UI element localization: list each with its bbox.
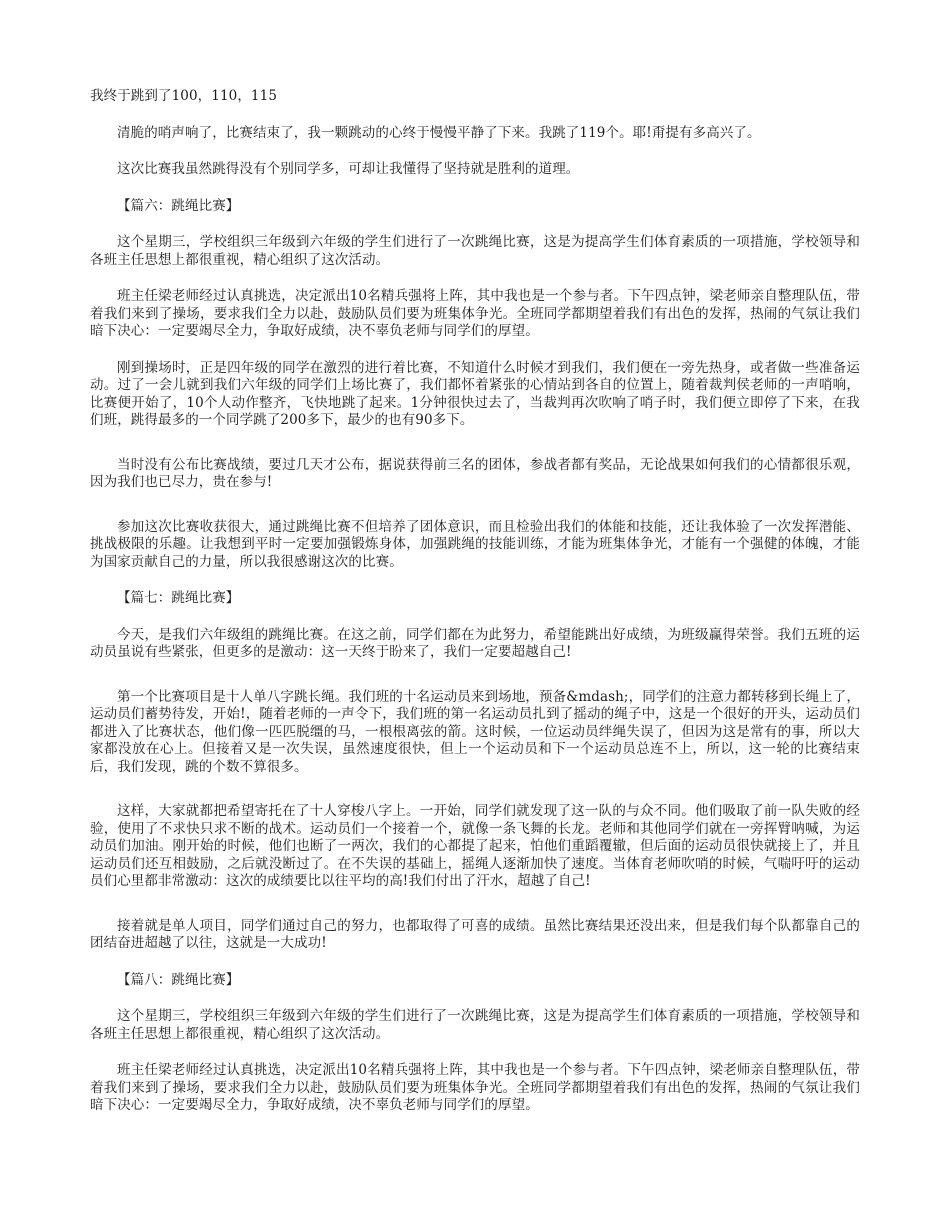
- section-heading-7: 【篇七：跳绳比赛】: [117, 590, 240, 606]
- section-heading-6: 【篇六：跳绳比赛】: [117, 197, 240, 214]
- paragraph-0: 我终于跳到了100，110，115: [90, 88, 278, 104]
- document-body: [90, 88, 860, 1134]
- paragraph-1: 清脆的哨声响了，比赛结束了，我一颗跳动的心终于慢慢平静了下来。我跳了119个。耶!甭提有多高兴了。: [117, 124, 761, 141]
- paragraph-13: 接着就是单人项目，同学们通过自己的努力，也都取得了可喜的成绩。虽然比赛结果还没出来，但是我们每个队都靠自己的团结奋进超越了以往，这就是一大成功!: [90, 917, 860, 951]
- paragraph-16: 班主任梁老师经过认真挑选，决定派出10名精兵强将上阵，其中我也是一个参与者。下午四点钟，梁老师亲自整理队伍，带着我们来到了操场，要求我们全力以赴，鼓励队员们要为班集体争光。全班同学都期望着我们有出色的发挥，热闹的气氛让我们暗下决心：一定要竭尽全力，争取好成绩，决不辜负老师与同学们的厚望。: [90, 1062, 860, 1113]
- paragraph-5: 班主任梁老师经过认真挑选，决定派出10名精兵强将上阵，其中我也是一个参与者。下午四点钟，梁老师亲自整理队伍，带着我们来到了操场，要求我们全力以赴，鼓励队员们要为班集体争光。全班同学都期望着我们有出色的发挥，热闹的气氛让我们暗下决心：一定要竭尽全力，争取好成绩，决不辜负老师与同学们的厚望。: [90, 288, 860, 339]
- paragraph-8: 参加这次比赛收获很大，通过跳绳比赛不但培养了团体意识，而且检验出我们的体能和技能，还让我体验了一次发挥潜能、挑战极限的乐趣。让我想到平时一定要加强锻炼身体，加强跳绳的技能训练，才能为班集体争光，才能有一个强健的体魄，才能为国家贡献自己的力量，所以我很感谢这次的比赛。: [90, 518, 860, 570]
- section-heading-8: 【篇八：跳绳比赛】: [117, 971, 240, 988]
- paragraph-12: 这样，大家就都把希望寄托在了十人穿梭八字上。一开始，同学们就发现了这一队的与众不同。他们吸取了前一队失败的经验，使用了不求快只求不断的战术。运动员们一个接着一个，就像一条飞舞的长龙。老师和其他同学们就在一旁挥臂呐喊，为运动员们加油。刚开始的时候，他们也断了一两次，我们的心都提了起来，怕他们重蹈覆辙，但后面的运动员很快就接上了，并且运动员们还互相鼓励，之后就没断过了。在不失误的基础上，摇绳人逐渐加快了速度。当体育老师吹哨的时候，气喘吁吁的运动员们心里都非常激动：这次的成绩要比以往平均的高!我们付出了汗水，超越了自己!: [90, 803, 860, 889]
- paragraph-11: 第一个比赛项目是十人单八字跳长绳。我们班的十名运动员来到场地，预备&mdash;，同学们的注意力都转移到长绳上了，运动员们蓄势待发，开始!，随着老师的一声令下，我们班的第一名运动员扎到了摇动的绳子中，这是一个很好的开头，运动员们都进入了比赛状态，他们像一匹匹脱缰的马，一根根离弦的箭。这时候，一位运动员绊绳失误了，但因为这是常有的事，所以大家都没放在心上。但接着又是一次失误，虽然速度很快，但上一个运动员和下一个运动员总连不上，所以，这一轮的比赛结束后，我们发现，跳的个数不算很多。: [90, 688, 860, 775]
- paragraph-7: 当时没有公布比赛战绩，要过几天才公布，据说获得前三名的团体，参战者都有奖品，无论战果如何我们的心情都很乐观，因为我们也已尽力，贵在参与!: [90, 456, 860, 490]
- paragraph-2: 这次比赛我虽然跳得没有个别同学多，可却让我懂得了坚持就是胜利的道理。: [117, 161, 580, 177]
- paragraph-15: 这个星期三，学校组织三年级到六年级的学生们进行了一次跳绳比赛，这是为提高学生们体育素质的一项措施，学校领导和各班主任思想上都很重视，精心组织了这次活动。: [90, 1008, 860, 1042]
- paragraph-4: 这个星期三，学校组织三年级到六年级的学生们进行了一次跳绳比赛，这是为提高学生们体育素质的一项措施，学校领导和各班主任思想上都很重视，精心组织了这次活动。: [90, 234, 860, 268]
- paragraph-10: 今天，是我们六年级组的跳绳比赛。在这之前，同学们都在为此努力，希望能跳出好成绩，为班级赢得荣誉。我们五班的运动员虽说有些紧张，但更多的是激动：这一天终于盼来了，我们一定要超越自己!: [90, 626, 860, 660]
- paragraph-6: 刚到操场时，正是四年级的同学在激烈的进行着比赛，不知道什么时候才到我们，我们便在一旁先热身，或者做一些准备运动。过了一会儿就到我们六年级的同学们上场比赛了，我们都怀着紧张的心情站到各自的位置上，随着裁判侯老师的一声哨响，比赛便开始了，10个人动作整齐，飞快地跳了起来。1分钟很快过去了，当裁判再次吹响了哨子时，我们便立即停了下来，在我们班，跳得最多的一个同学跳了200多下，最少的也有90多下。: [90, 359, 860, 428]
